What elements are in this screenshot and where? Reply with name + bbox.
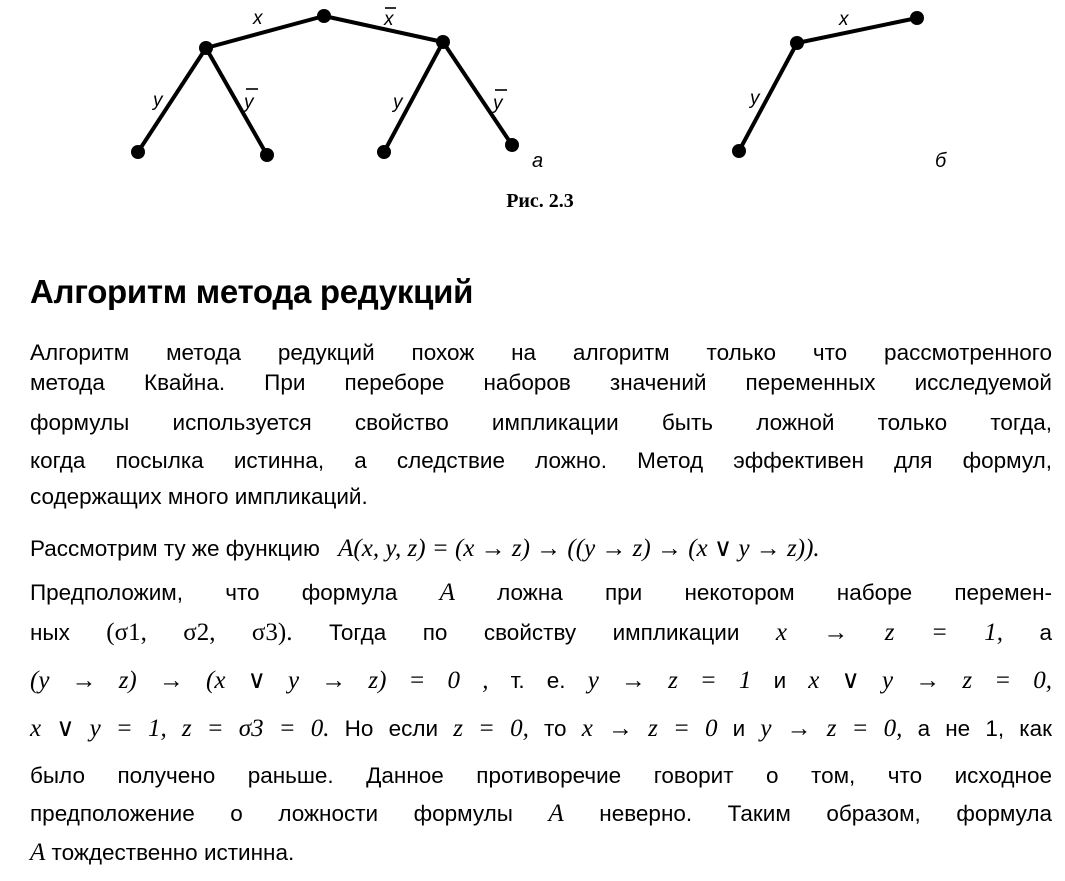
label-left-right: y	[244, 92, 254, 113]
line5-text-b: то	[543, 716, 567, 741]
panel-a-nodes	[131, 9, 519, 162]
paragraph2-line-5	[30, 714, 1052, 744]
paragraph2-line-8	[30, 838, 1052, 868]
panel-b-nodes	[732, 11, 924, 158]
line2-text-a: Предположим, что формула	[30, 580, 398, 605]
label-left-left: y	[153, 90, 163, 111]
formula-implication-zero: (y → z) → (x ∨ y → z) = 0 ,	[30, 667, 489, 694]
formula-var-A-3: A	[30, 839, 46, 866]
line5-text-c: и	[732, 716, 746, 741]
edge-root-left	[206, 16, 324, 48]
paragraph1-line-3: формулы используется свойство импликации быть ложной только тогда,	[30, 410, 1052, 435]
formula-x-implies-z: x → z = 1,	[775, 619, 1003, 646]
line3-text-e: импликации	[612, 620, 740, 645]
edge-left-left	[138, 48, 206, 152]
line2-text-b: ложна при некотором наборе перемен-	[497, 580, 1052, 605]
edge-b-down	[739, 43, 797, 151]
formula-x-or-y-implies-z: x ∨ y → z = 0,	[808, 667, 1052, 694]
line4-text-a: т. е.	[510, 668, 566, 693]
node-leaf-4	[505, 138, 519, 152]
line4-text-b: и	[773, 668, 787, 693]
node-root	[317, 9, 331, 23]
node-b-2	[910, 11, 924, 25]
paragraph2-line-4	[30, 666, 1052, 696]
section-heading: Алгоритм метода редукций	[30, 273, 474, 310]
formula-x-implies-z-zero: x → z = 0	[581, 715, 718, 742]
panel-b-label: б	[935, 150, 947, 172]
formula-z-zero: z = 0,	[453, 715, 529, 742]
formula-x-or-y: x ∨ y = 1,	[30, 715, 167, 742]
line3-text-c: по	[422, 620, 448, 645]
node-b-1	[790, 36, 804, 50]
formula-var-A: A	[439, 579, 455, 606]
line3-text-f: а	[1039, 620, 1052, 645]
line3-text-a: ных	[30, 620, 70, 645]
paragraph2-line-1	[30, 534, 1052, 564]
label-right-left: y	[393, 92, 403, 113]
paragraph1-line-2: метода Квайна. При переборе наборов значений переменных исследуемой	[30, 370, 1052, 395]
panel-b-tree	[739, 18, 917, 151]
line3-text-d: свойству	[483, 620, 577, 645]
line1-text: Рассмотрим ту же функцию	[30, 536, 320, 561]
formula-z-sigma3: z = σ3 = 0.	[181, 715, 330, 742]
node-b-3	[732, 144, 746, 158]
paragraph2-line-3	[30, 618, 1052, 648]
paragraph1-line-1: Алгоритм метода редукций похож на алгоритм только что рассмотренного	[30, 340, 1052, 365]
node-leaf-3	[377, 145, 391, 159]
label-b-top: x	[839, 9, 849, 30]
paragraph1-line-4: когда посылка истинна, а следствие ложно. Метод эффективен для формул,	[30, 448, 1052, 473]
figure-2-3	[0, 0, 1065, 240]
paragraph2-line-7	[30, 799, 1052, 829]
line7-text-a: предположение о ложности формулы	[30, 801, 513, 826]
node-leaf-2	[260, 148, 274, 162]
line3-text-b: Тогда	[328, 620, 387, 645]
formula-var-A-2: A	[548, 800, 564, 827]
label-root-left: x	[253, 8, 263, 29]
label-b-down: y	[750, 88, 760, 109]
paragraph1-line-5: содержащих много импликаций.	[30, 484, 368, 509]
node-left	[199, 41, 213, 55]
formula-y-implies-z-zero: y → z = 0,	[760, 715, 903, 742]
node-right	[436, 35, 450, 49]
formula-y-implies-z: y → z = 1	[587, 667, 752, 694]
line8-text: тождественно истинна.	[51, 840, 295, 865]
label-right-right: y	[493, 93, 503, 114]
line5-text-d: а не 1, как	[917, 716, 1052, 741]
line7-text-b: неверно. Таким образом, формула	[599, 801, 1052, 826]
paragraph2-line-6: было получено раньше. Данное противоречие говорит о том, что исходное	[30, 763, 1052, 788]
line5-text-a: Но если	[344, 716, 439, 741]
figure-caption: Рис. 2.3	[506, 190, 574, 212]
edge-left-right	[206, 48, 267, 155]
edge-b-top	[797, 18, 917, 43]
panel-a-label: а	[532, 150, 544, 172]
sigma-tuple: (σ1, σ2, σ3).	[106, 619, 293, 646]
paragraph2-line-2	[30, 578, 1052, 608]
panel-a-tree	[138, 16, 512, 155]
function-formula: A(x, y, z) = (x → z) → ((y → z) → (x ∨ y → z)).	[338, 535, 820, 562]
label-root-right: x	[384, 9, 394, 30]
node-leaf-1	[131, 145, 145, 159]
